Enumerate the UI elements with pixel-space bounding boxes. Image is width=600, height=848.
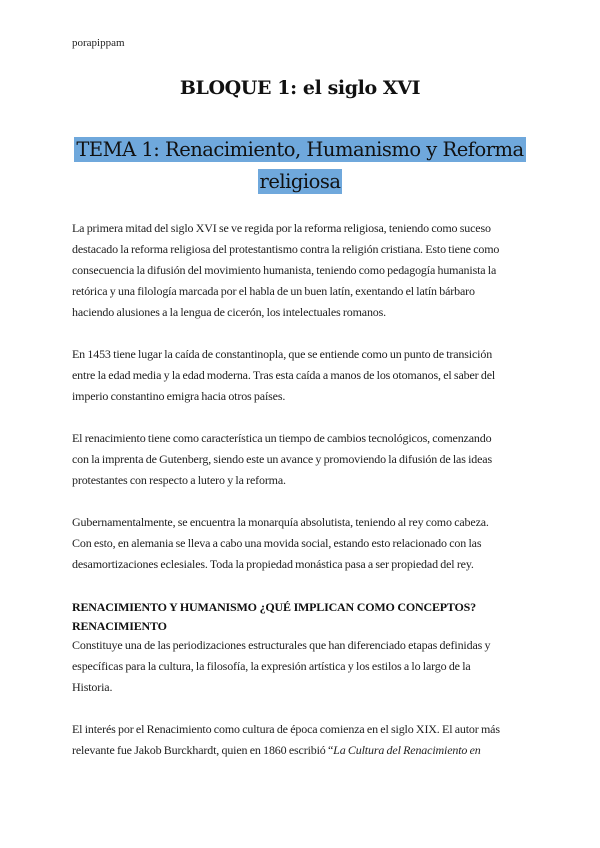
tema-title-line1: TEMA 1: Renacimiento, Humanismo y Reforma: [76, 138, 524, 161]
text-line-plain: relevante fue Jakob Burckhardt, quien en 1860 escribió “: [72, 743, 334, 757]
header-tag: porapippam: [72, 37, 125, 49]
text-line: El interés por el Renacimiento como cultura de época comienza en el siglo XIX. El autor más: [72, 722, 500, 736]
text-line: Con esto, en alemania se lleva a cabo una movida social, estando esto relacionado con las: [72, 536, 482, 550]
text-line: Historia.: [72, 680, 113, 694]
text-line: destacado la reforma religiosa del protestantismo contra la religión cristiana. Esto tiene como: [72, 242, 500, 256]
text-line: En 1453 tiene lugar la caída de constantinopla, que se entiende como un punto de transición: [72, 347, 493, 361]
text-line: La primera mitad del siglo XVI se ve regida por la reforma religiosa, teniendo como suceso: [72, 221, 491, 235]
text-line: El renacimiento tiene como característica un tiempo de cambios tecnológicos, comenzando: [72, 431, 492, 445]
text-line: imperio constantino emigra hacia otros países.: [72, 389, 286, 403]
paragraph-definicion: [72, 635, 530, 698]
paragraph-gubernamental: [72, 512, 530, 575]
text-line: [72, 740, 530, 761]
section-heading: RENACIMIENTO Y HUMANISMO ¿QUÉ IMPLICAN COMO CONCEPTOS?: [72, 600, 476, 614]
text-line: Constituye una de las periodizaciones estructurales que han diferenciado etapas definidas y: [72, 638, 491, 652]
bloque-title: BLOQUE 1: el siglo XVI: [179, 77, 421, 99]
book-title-italic: La Cultura del Renacimiento en: [333, 743, 481, 757]
tema-title: [60, 134, 540, 198]
text-line: retórica y una filología marcada por el habla de un buen latín, exentando el latín bárbaro: [72, 284, 475, 298]
text-line: protestantes con respecto a lutero y la reforma.: [72, 473, 286, 487]
tema-title-line2: religiosa: [259, 170, 341, 193]
subheading-renacimiento: RENACIMIENTO: [72, 619, 167, 633]
text-line: Gubernamentalmente, se encuentra la monarquía absolutista, teniendo al rey como cabeza.: [72, 515, 489, 529]
paragraph-constantinopla: [72, 344, 530, 407]
text-line: haciendo alusiones a la lengua de cicerón, los intelectuales romanos.: [72, 305, 387, 319]
paragraph-renacimiento-tecnologia: [72, 428, 530, 491]
text-line: entre la edad media y la edad moderna. Tras esta caída a manos de los otomanos, el saber del: [72, 368, 496, 382]
text-line: específicas para la cultura, la filosofía, la expresión artística y los estilos a lo largo de la: [72, 659, 471, 673]
text-line: desamortizaciones eclesiales. Toda la propiedad monástica pasa a ser propiedad del rey.: [72, 557, 474, 571]
text-line: con la imprenta de Gutenberg, siendo este un avance y promoviendo la difusión de las ideas: [72, 452, 492, 466]
paragraph-burckhardt: [72, 719, 530, 761]
paragraph-intro: [72, 218, 530, 323]
text-line: consecuencia la difusión del movimiento humanista, teniendo como pedagogía humanista la: [72, 263, 497, 277]
